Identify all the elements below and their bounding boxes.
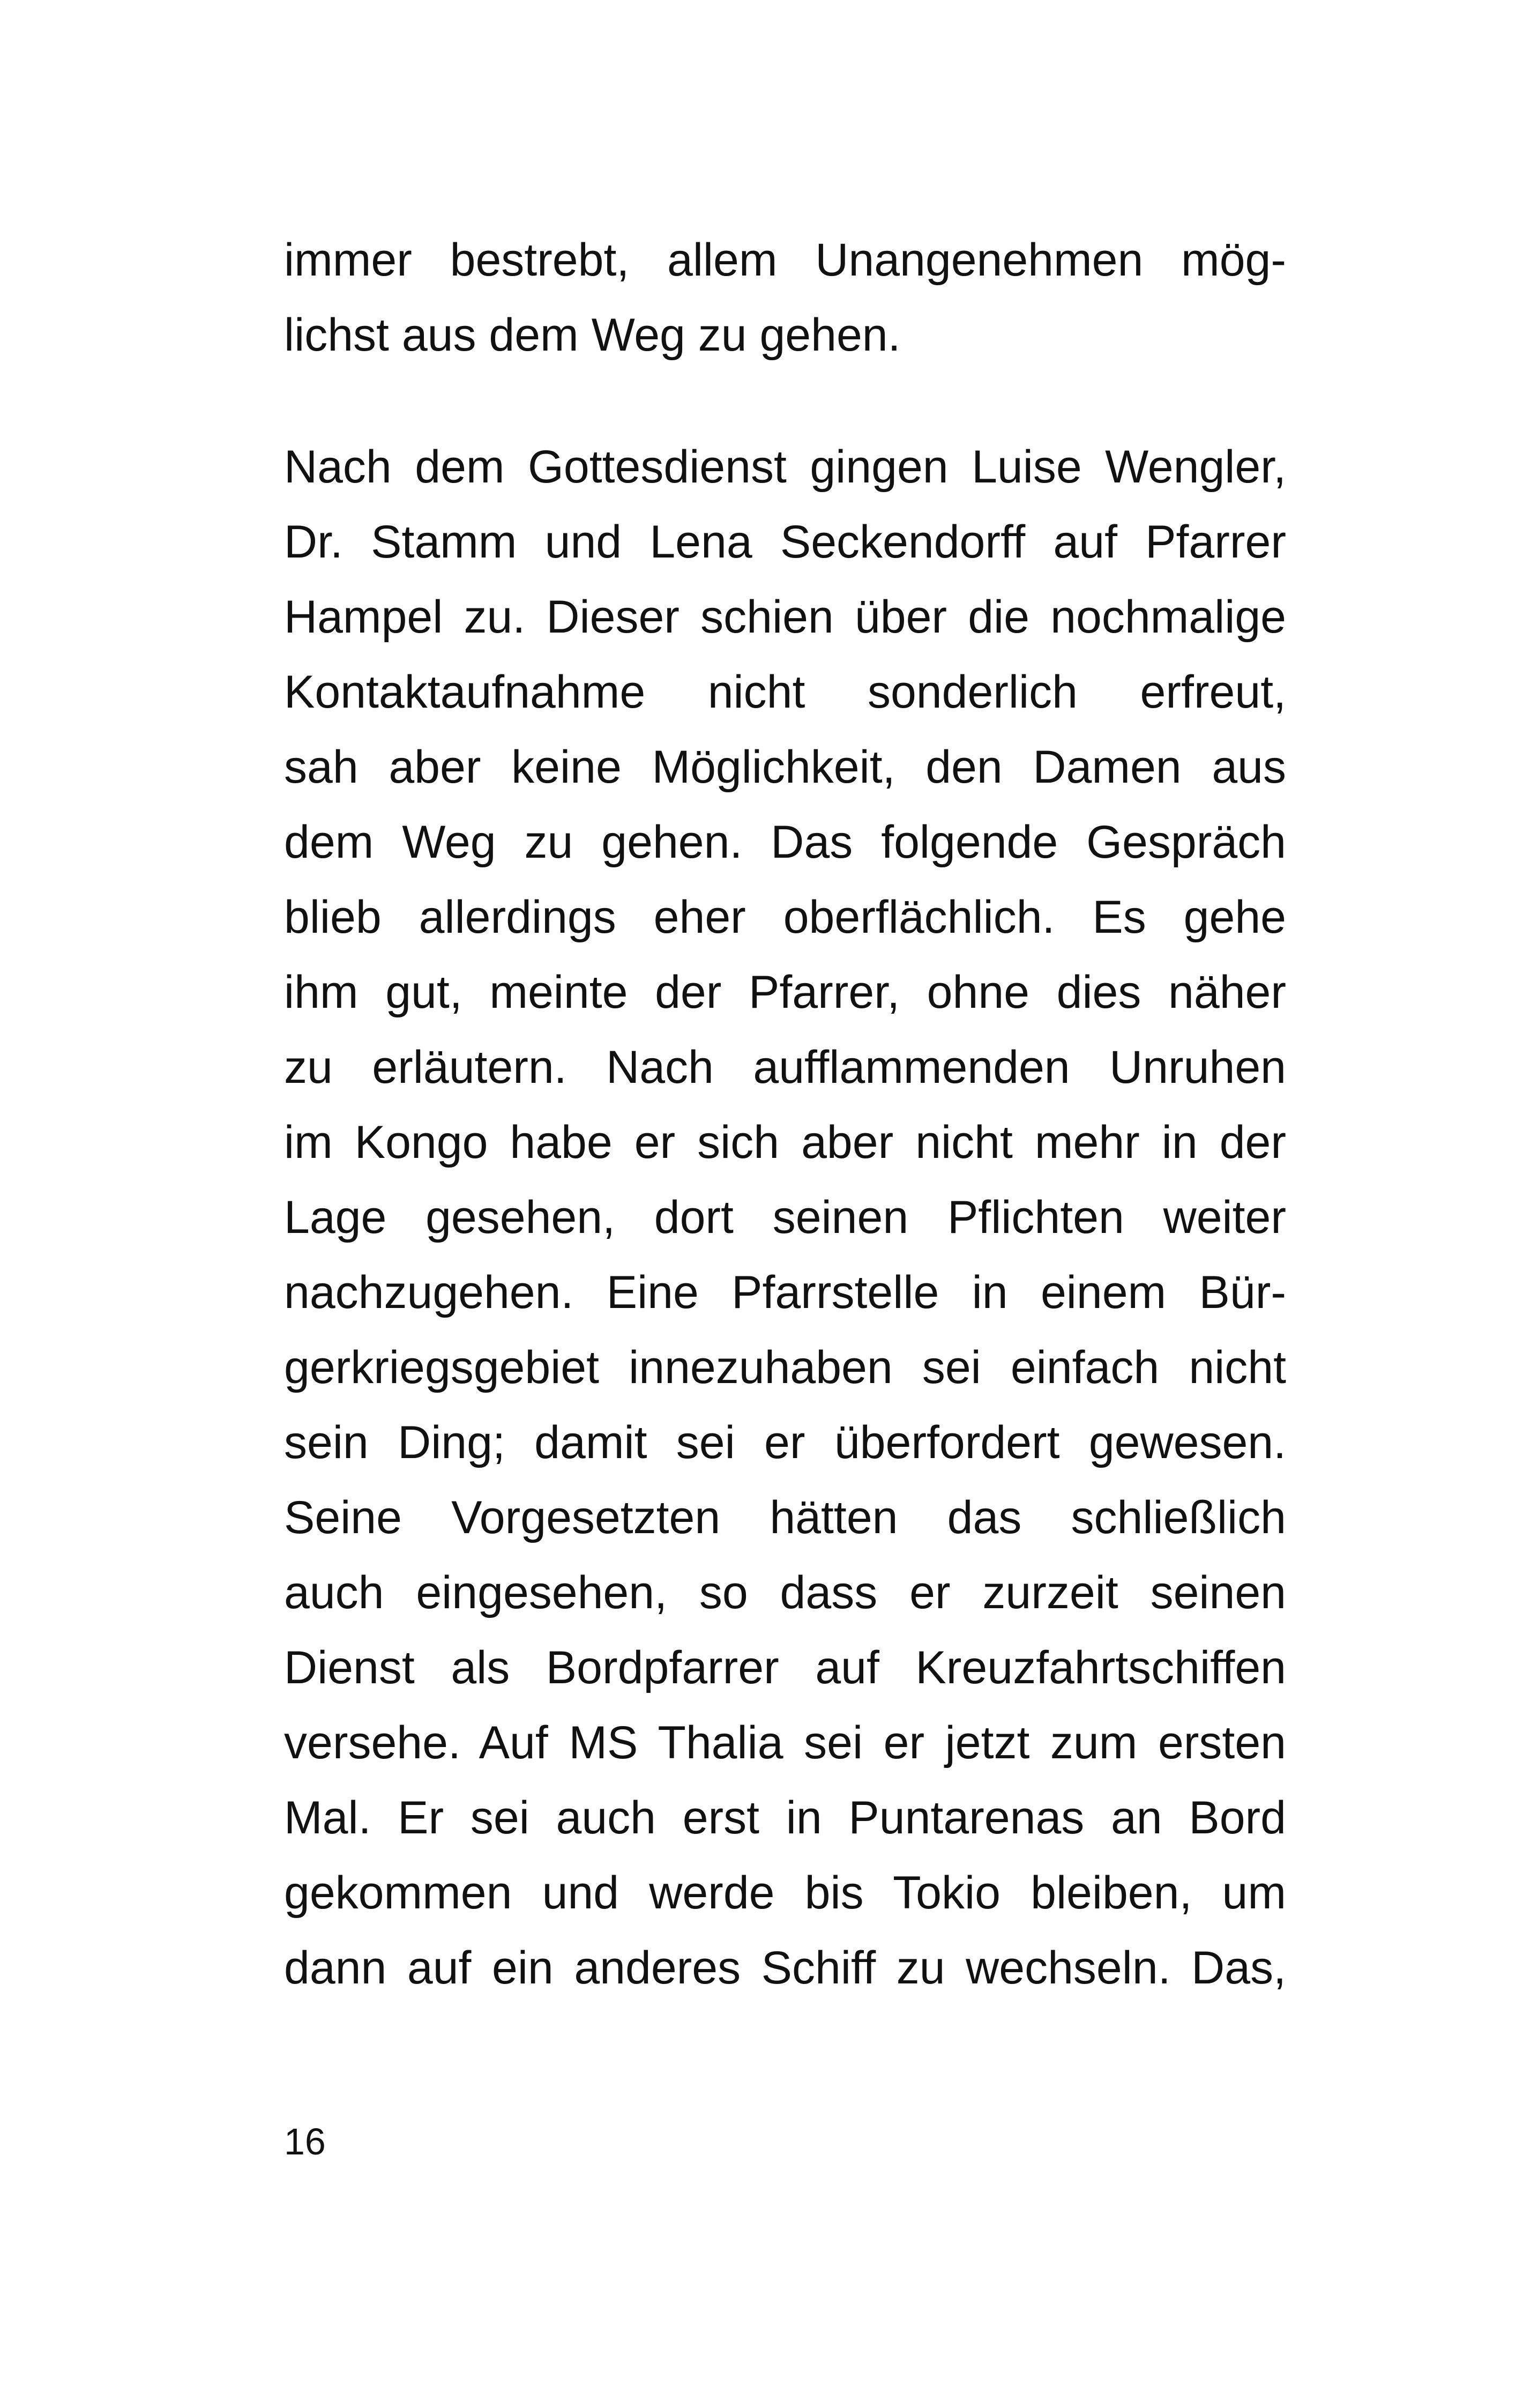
text-line: Mal. Er sei auch erst in Puntarenas an Bord (284, 1792, 1286, 1844)
page-number: 16 (284, 2121, 326, 2162)
text-line: zu erläutern. Nach aufflammenden Unruhen (284, 1042, 1286, 1093)
text-line: auch eingesehen, so dass er zurzeit seinen (284, 1567, 1286, 1618)
text-line: im Kongo habe er sich aber nicht mehr in der (284, 1117, 1286, 1168)
paragraph-2 (284, 429, 1286, 2005)
text-line: lichst aus dem Weg zu gehen. (284, 309, 901, 361)
paragraph-spacing (284, 373, 1286, 429)
text-line: sah aber keine Möglichkeit, den Damen aus (284, 741, 1286, 793)
text-line: gekommen und werde bis Tokio bleiben, um (284, 1867, 1286, 1919)
text-line: Dienst als Bordpfarrer auf Kreuzfahrtschiffen (284, 1642, 1286, 1693)
text-column (284, 222, 1286, 2005)
paragraph-1 (284, 222, 1286, 373)
text-line: Lage gesehen, dort seinen Pflichten weiter (284, 1192, 1286, 1243)
text-line: dem Weg zu gehen. Das folgende Gespräch (284, 816, 1286, 868)
text-line: Dr. Stamm und Lena Seckendorff auf Pfarrer (284, 516, 1286, 568)
text-line: Nach dem Gottesdienst gingen Luise Wengler, (284, 441, 1286, 493)
text-line: sein Ding; damit sei er überfordert gewesen. (284, 1417, 1286, 1468)
text-line: Kontaktaufnahme nicht sonderlich erfreut, (284, 666, 1286, 718)
text-line: Seine Vorgesetzten hätten das schließlich (284, 1492, 1286, 1543)
text-line: dann auf ein anderes Schiff zu wechseln. Das, (284, 1942, 1286, 1994)
text-line: gerkriegsgebiet innezuhaben sei einfach nicht (284, 1342, 1286, 1393)
text-line: blieb allerdings eher oberflächlich. Es gehe (284, 891, 1286, 943)
text-line: versehe. Auf MS Thalia sei er jetzt zum ersten (284, 1717, 1286, 1768)
text-line: ihm gut, meinte der Pfarrer, ohne dies näher (284, 967, 1286, 1018)
text-line: Hampel zu. Dieser schien über die nochmalige (284, 591, 1286, 643)
text-line: immer bestrebt, allem Unangenehmen mög- (284, 234, 1286, 286)
text-line: nachzugehen. Eine Pfarrstelle in einem Bür- (284, 1267, 1286, 1318)
